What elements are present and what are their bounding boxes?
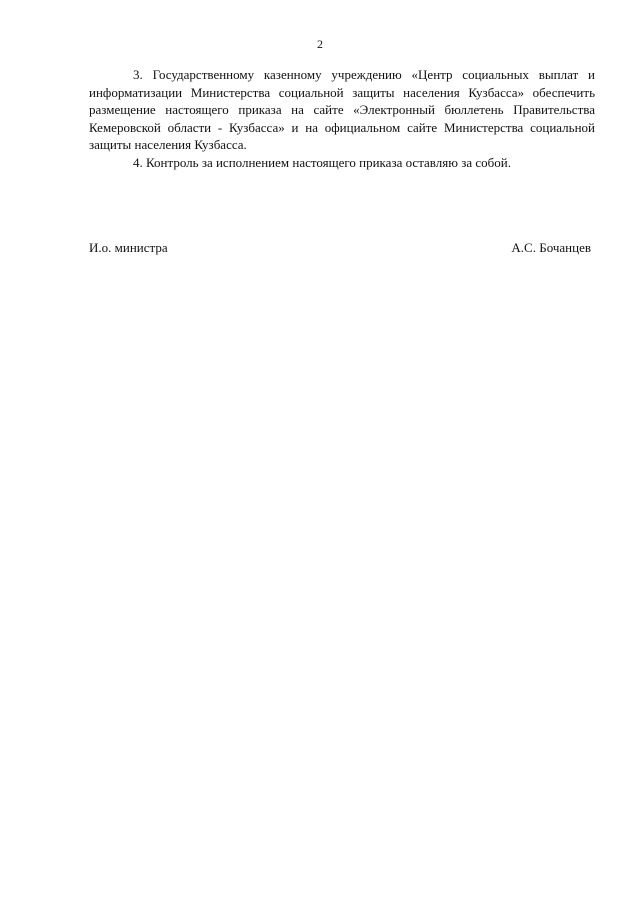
paragraph-item-3: 3. Государственному казенному учреждению «Центр социальных выплат и информатизации Министерства социальной защиты населения Кузбасса» обеспечить размещение настоящего приказа на сайте «Электронный бюллетень Правительства Кемеровской области - Кузбасса» и на официальном сайте Министерства социальной защиты населения Кузбасса.	[89, 67, 595, 152]
signatory-name: А.С. Бочанцев	[511, 240, 591, 255]
page-number: 2	[317, 37, 323, 51]
paragraph-item-4: 4. Контроль за исполнением настоящего приказа оставляю за собой.	[133, 154, 511, 170]
signatory-position: И.о. министра	[89, 240, 168, 255]
signature-block	[89, 239, 595, 257]
document-body	[89, 66, 595, 171]
